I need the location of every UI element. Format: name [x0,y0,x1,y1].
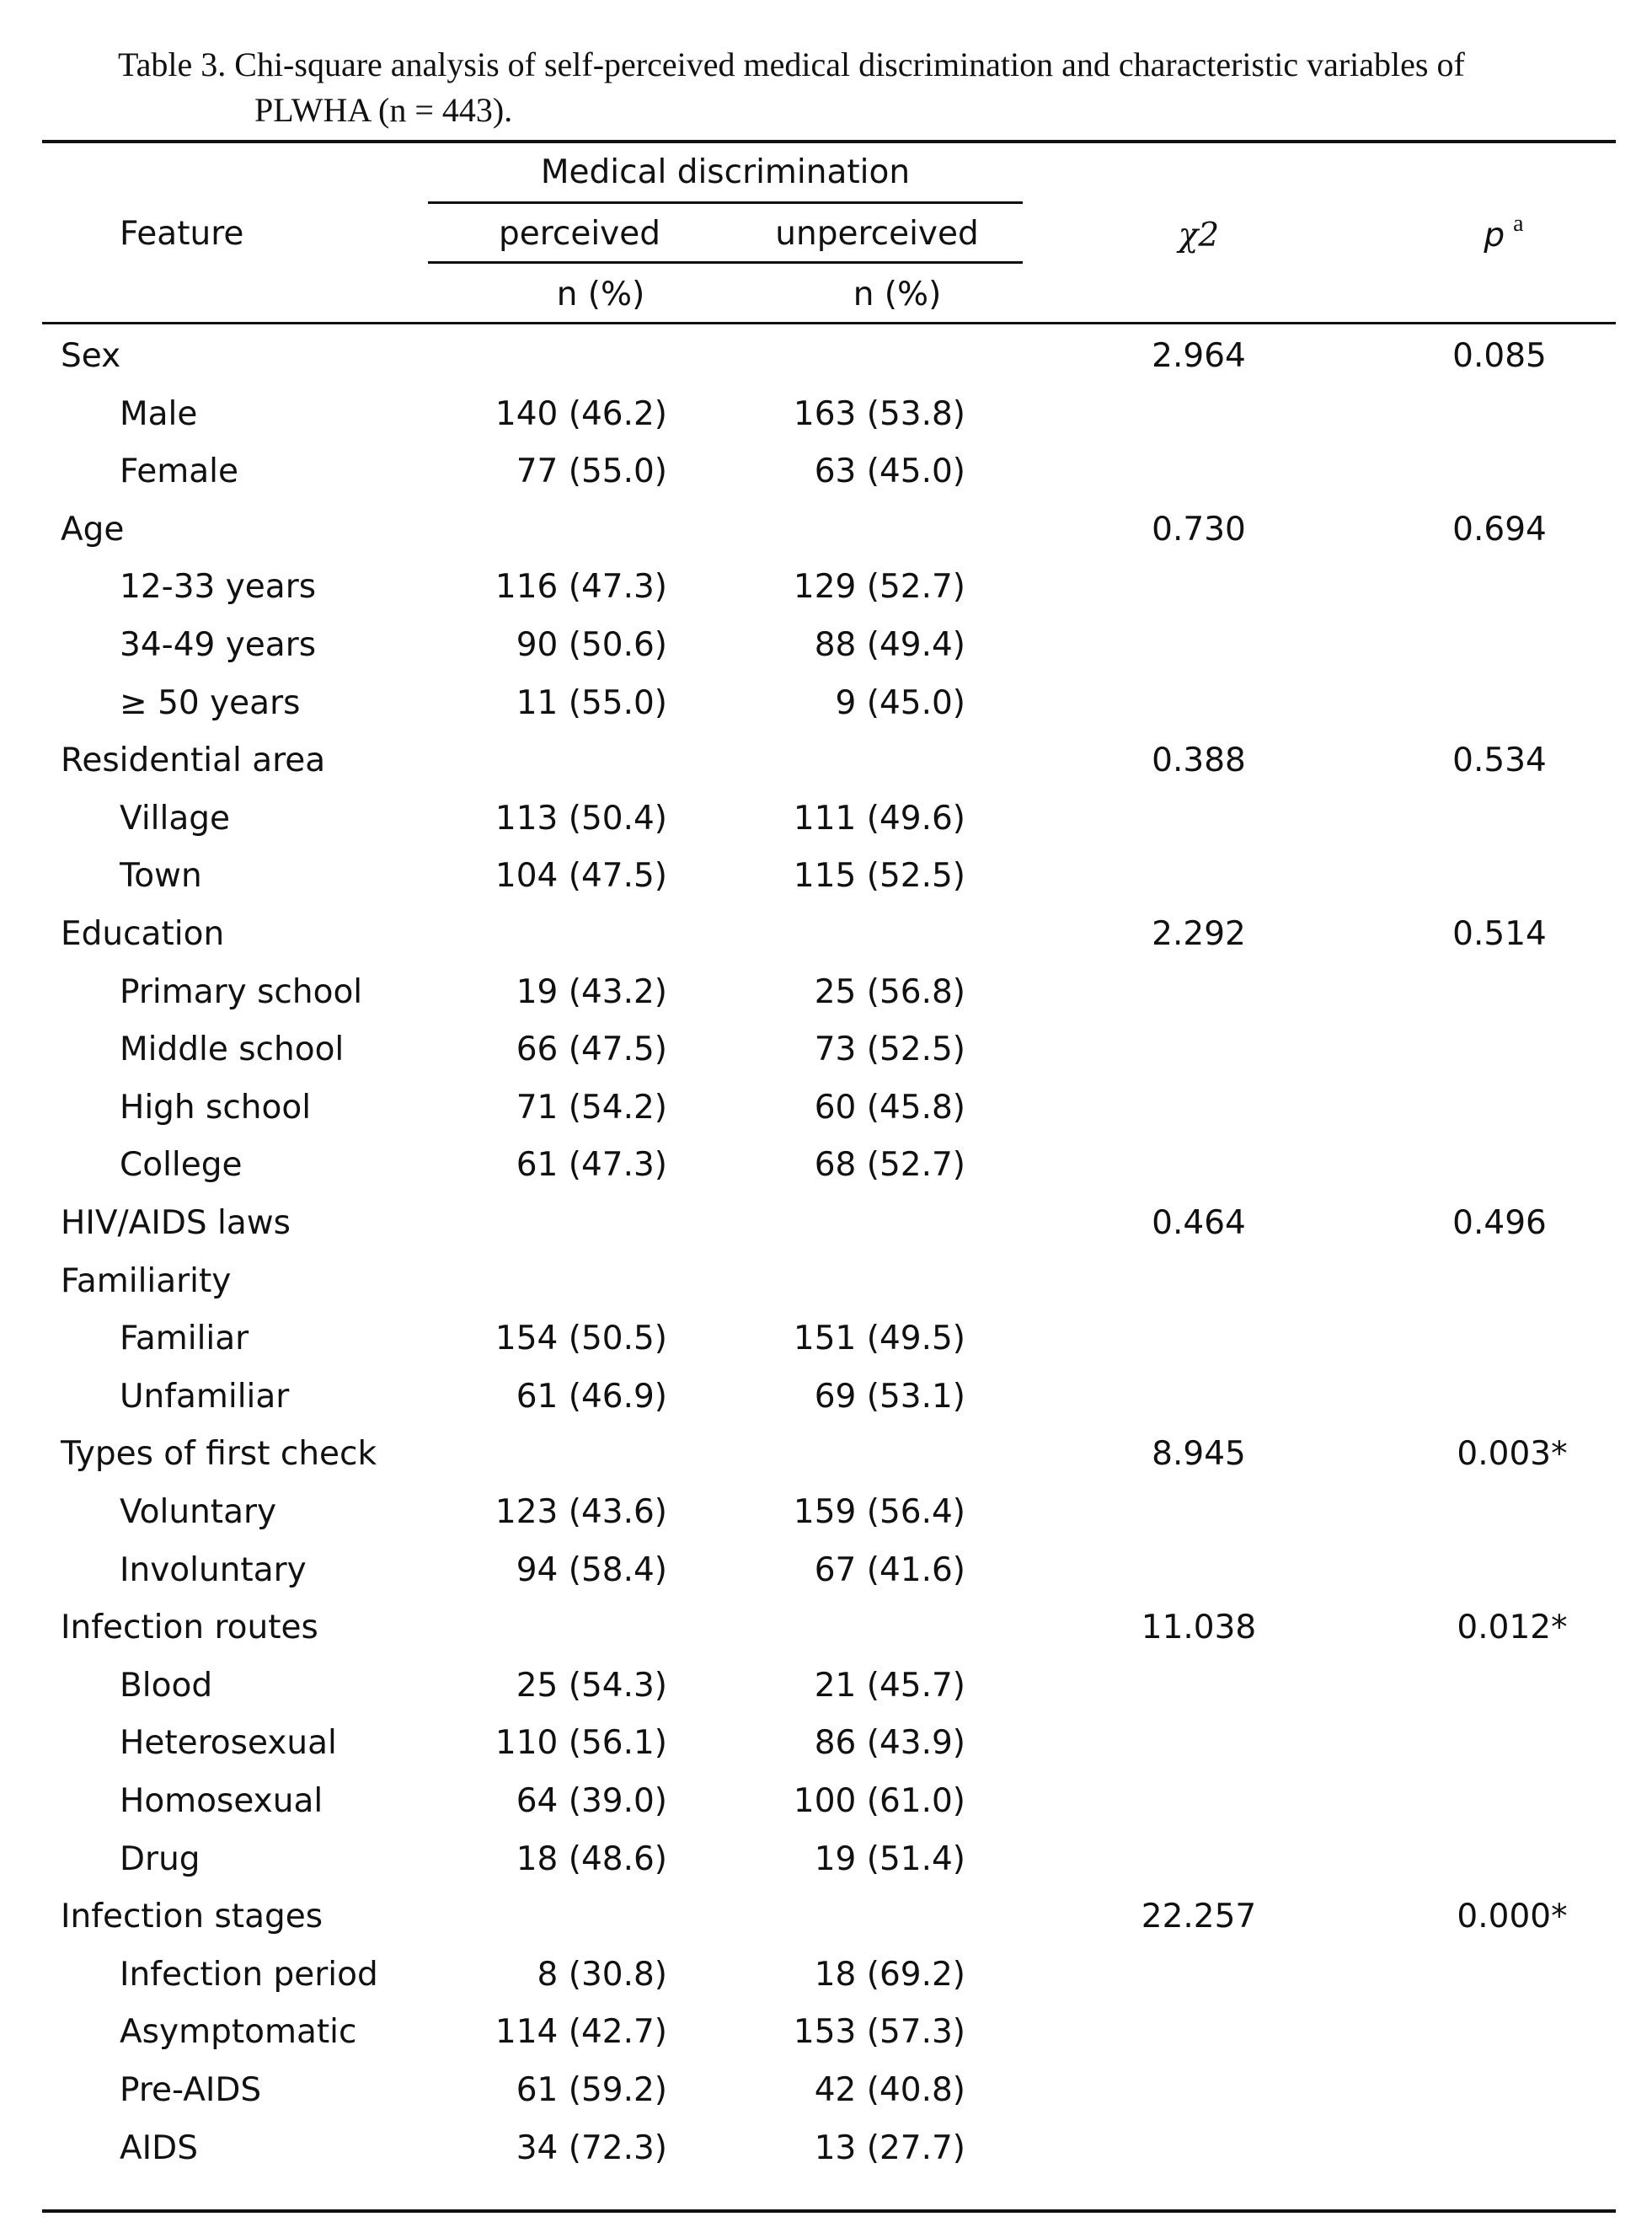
unperceived-value: 9 (45.0) [835,684,965,722]
perceived-value: 64 (39.0) [516,1782,667,1820]
p-value: 0.514 [1452,915,1547,953]
subheader-underline [428,261,1023,264]
row-label: 34-49 years [120,626,317,664]
row-label: Voluntary [120,1493,277,1531]
perceived-value: 104 (47.5) [495,857,667,895]
group-underline [428,201,1023,204]
perceived-value: 77 (55.0) [516,452,667,490]
unperceived-value: 60 (45.8) [814,1089,965,1127]
unperceived-value: 73 (52.5) [814,1031,965,1068]
row-label: Drug [120,1840,200,1878]
caption-line-2: PLWHA (n = 443). [254,91,513,129]
row-label: Blood [120,1667,213,1705]
unperceived-value: 69 (53.1) [814,1378,965,1416]
row-label: Pre-AIDS [120,2071,262,2109]
row-label: Town [120,857,202,895]
perceived-value: 8 (30.8) [537,1956,667,1994]
p-value: 0.000* [1457,1898,1568,1936]
unperceived-value: 153 (57.3) [793,2013,965,2051]
chi-square-value: 2.964 [1152,337,1246,375]
row-label: Involuntary [120,1551,307,1589]
chi-square-value: 2.292 [1152,915,1246,953]
row-label: Homosexual [120,1782,323,1820]
row-label: Heterosexual [120,1724,337,1762]
row-label: College [120,1146,243,1184]
perceived-value: 34 (72.3) [516,2129,667,2167]
p-value: 0.012* [1457,1609,1568,1646]
chi-square-value: 22.257 [1141,1898,1257,1936]
category-label: Sex [61,337,121,375]
category-label: Familiarity [61,1262,232,1300]
p-value: 0.085 [1452,337,1547,375]
row-label: Infection period [120,1956,378,1994]
unperceived-value: 18 (69.2) [814,1956,965,1994]
perceived-value: 25 (54.3) [516,1667,667,1705]
perceived-value: 61 (59.2) [516,2071,667,2109]
perceived-value: 116 (47.3) [495,568,667,606]
perceived-value: 66 (47.5) [516,1031,667,1068]
chi-square-value: 0.388 [1152,742,1246,779]
p-value: 0.003* [1457,1435,1568,1473]
p-superscript: a [1513,211,1524,237]
category-label: Age [61,511,125,549]
row-label: High school [120,1089,312,1127]
category-label: Residential area [61,742,326,779]
row-label: 12-33 years [120,568,317,606]
unperceived-value: 42 (40.8) [814,2071,965,2109]
row-label: Primary school [120,973,363,1011]
row-label: Middle school [120,1031,345,1068]
perceived-value: 90 (50.6) [516,626,667,664]
category-label: Types of first check [61,1435,377,1473]
unperceived-value: 21 (45.7) [814,1667,965,1705]
perceived-value: 154 (50.5) [495,1320,667,1357]
chi-square-value: 0.730 [1152,511,1246,549]
chi-square-value: 11.038 [1141,1609,1257,1646]
bottom-rule [42,2209,1616,2213]
chi-square-value: 0.464 [1152,1204,1246,1242]
caption-line-1: Table 3. Chi-square analysis of self-perceived medical discrimination and characteristic variables of [118,46,1465,83]
unperceived-value: 100 (61.0) [793,1782,965,1820]
row-label: Asymptomatic [120,2013,357,2051]
row-label: ≥ 50 years [120,684,301,722]
p-symbol: p [1484,217,1505,254]
unperceived-value: 159 (56.4) [793,1493,965,1531]
p-value: 0.534 [1452,742,1547,779]
perceived-value: 110 (56.1) [495,1724,667,1762]
header-n-pct-perceived: n (%) [556,276,645,313]
header-group-label: Medical discrimination [540,153,911,191]
perceived-value: 11 (55.0) [516,684,667,722]
unperceived-value: 67 (41.6) [814,1551,965,1589]
p-value: 0.694 [1452,511,1547,549]
row-label: Familiar [120,1320,249,1357]
row-label: Male [120,395,198,433]
p-value: 0.496 [1452,1204,1547,1242]
unperceived-value: 88 (49.4) [814,626,965,664]
perceived-value: 113 (50.4) [495,800,667,838]
unperceived-value: 129 (52.7) [793,568,965,606]
header-perceived: perceived [498,215,661,253]
perceived-value: 123 (43.6) [495,1493,667,1531]
header-n-pct-unperceived: n (%) [853,276,942,313]
row-label: Village [120,800,230,838]
unperceived-value: 111 (49.6) [793,800,965,838]
header-feature: Feature [120,215,244,253]
row-label: Female [120,452,239,490]
chi-square-symbol: χ2 [1178,217,1220,254]
unperceived-value: 163 (53.8) [793,395,965,433]
unperceived-value: 86 (43.9) [814,1724,965,1762]
perceived-value: 71 (54.2) [516,1089,667,1127]
header-unperceived: unperceived [775,215,979,253]
chi-square-value: 8.945 [1152,1435,1246,1473]
unperceived-value: 68 (52.7) [814,1146,965,1184]
perceived-value: 18 (48.6) [516,1840,667,1878]
unperceived-value: 63 (45.0) [814,452,965,490]
category-label: Education [61,915,225,953]
category-label: Infection routes [61,1609,318,1646]
header-bottom-rule [42,322,1616,324]
table-caption [118,42,1567,133]
perceived-value: 61 (46.9) [516,1378,667,1416]
unperceived-value: 19 (51.4) [814,1840,965,1878]
unperceived-value: 25 (56.8) [814,973,965,1011]
perceived-value: 114 (42.7) [495,2013,667,2051]
unperceived-value: 151 (49.5) [793,1320,965,1357]
row-label: Unfamiliar [120,1378,290,1416]
category-label: HIV/AIDS laws [61,1204,291,1242]
row-label: AIDS [120,2129,198,2167]
category-label: Infection stages [61,1898,323,1936]
unperceived-value: 115 (52.5) [793,857,965,895]
header-chi-square [1115,215,1283,257]
perceived-value: 94 (58.4) [516,1551,667,1589]
perceived-value: 19 (43.2) [516,973,667,1011]
perceived-value: 140 (46.2) [495,395,667,433]
perceived-value: 61 (47.3) [516,1146,667,1184]
header-p-value [1415,211,1584,260]
top-rule [42,140,1616,143]
unperceived-value: 13 (27.7) [814,2129,965,2167]
